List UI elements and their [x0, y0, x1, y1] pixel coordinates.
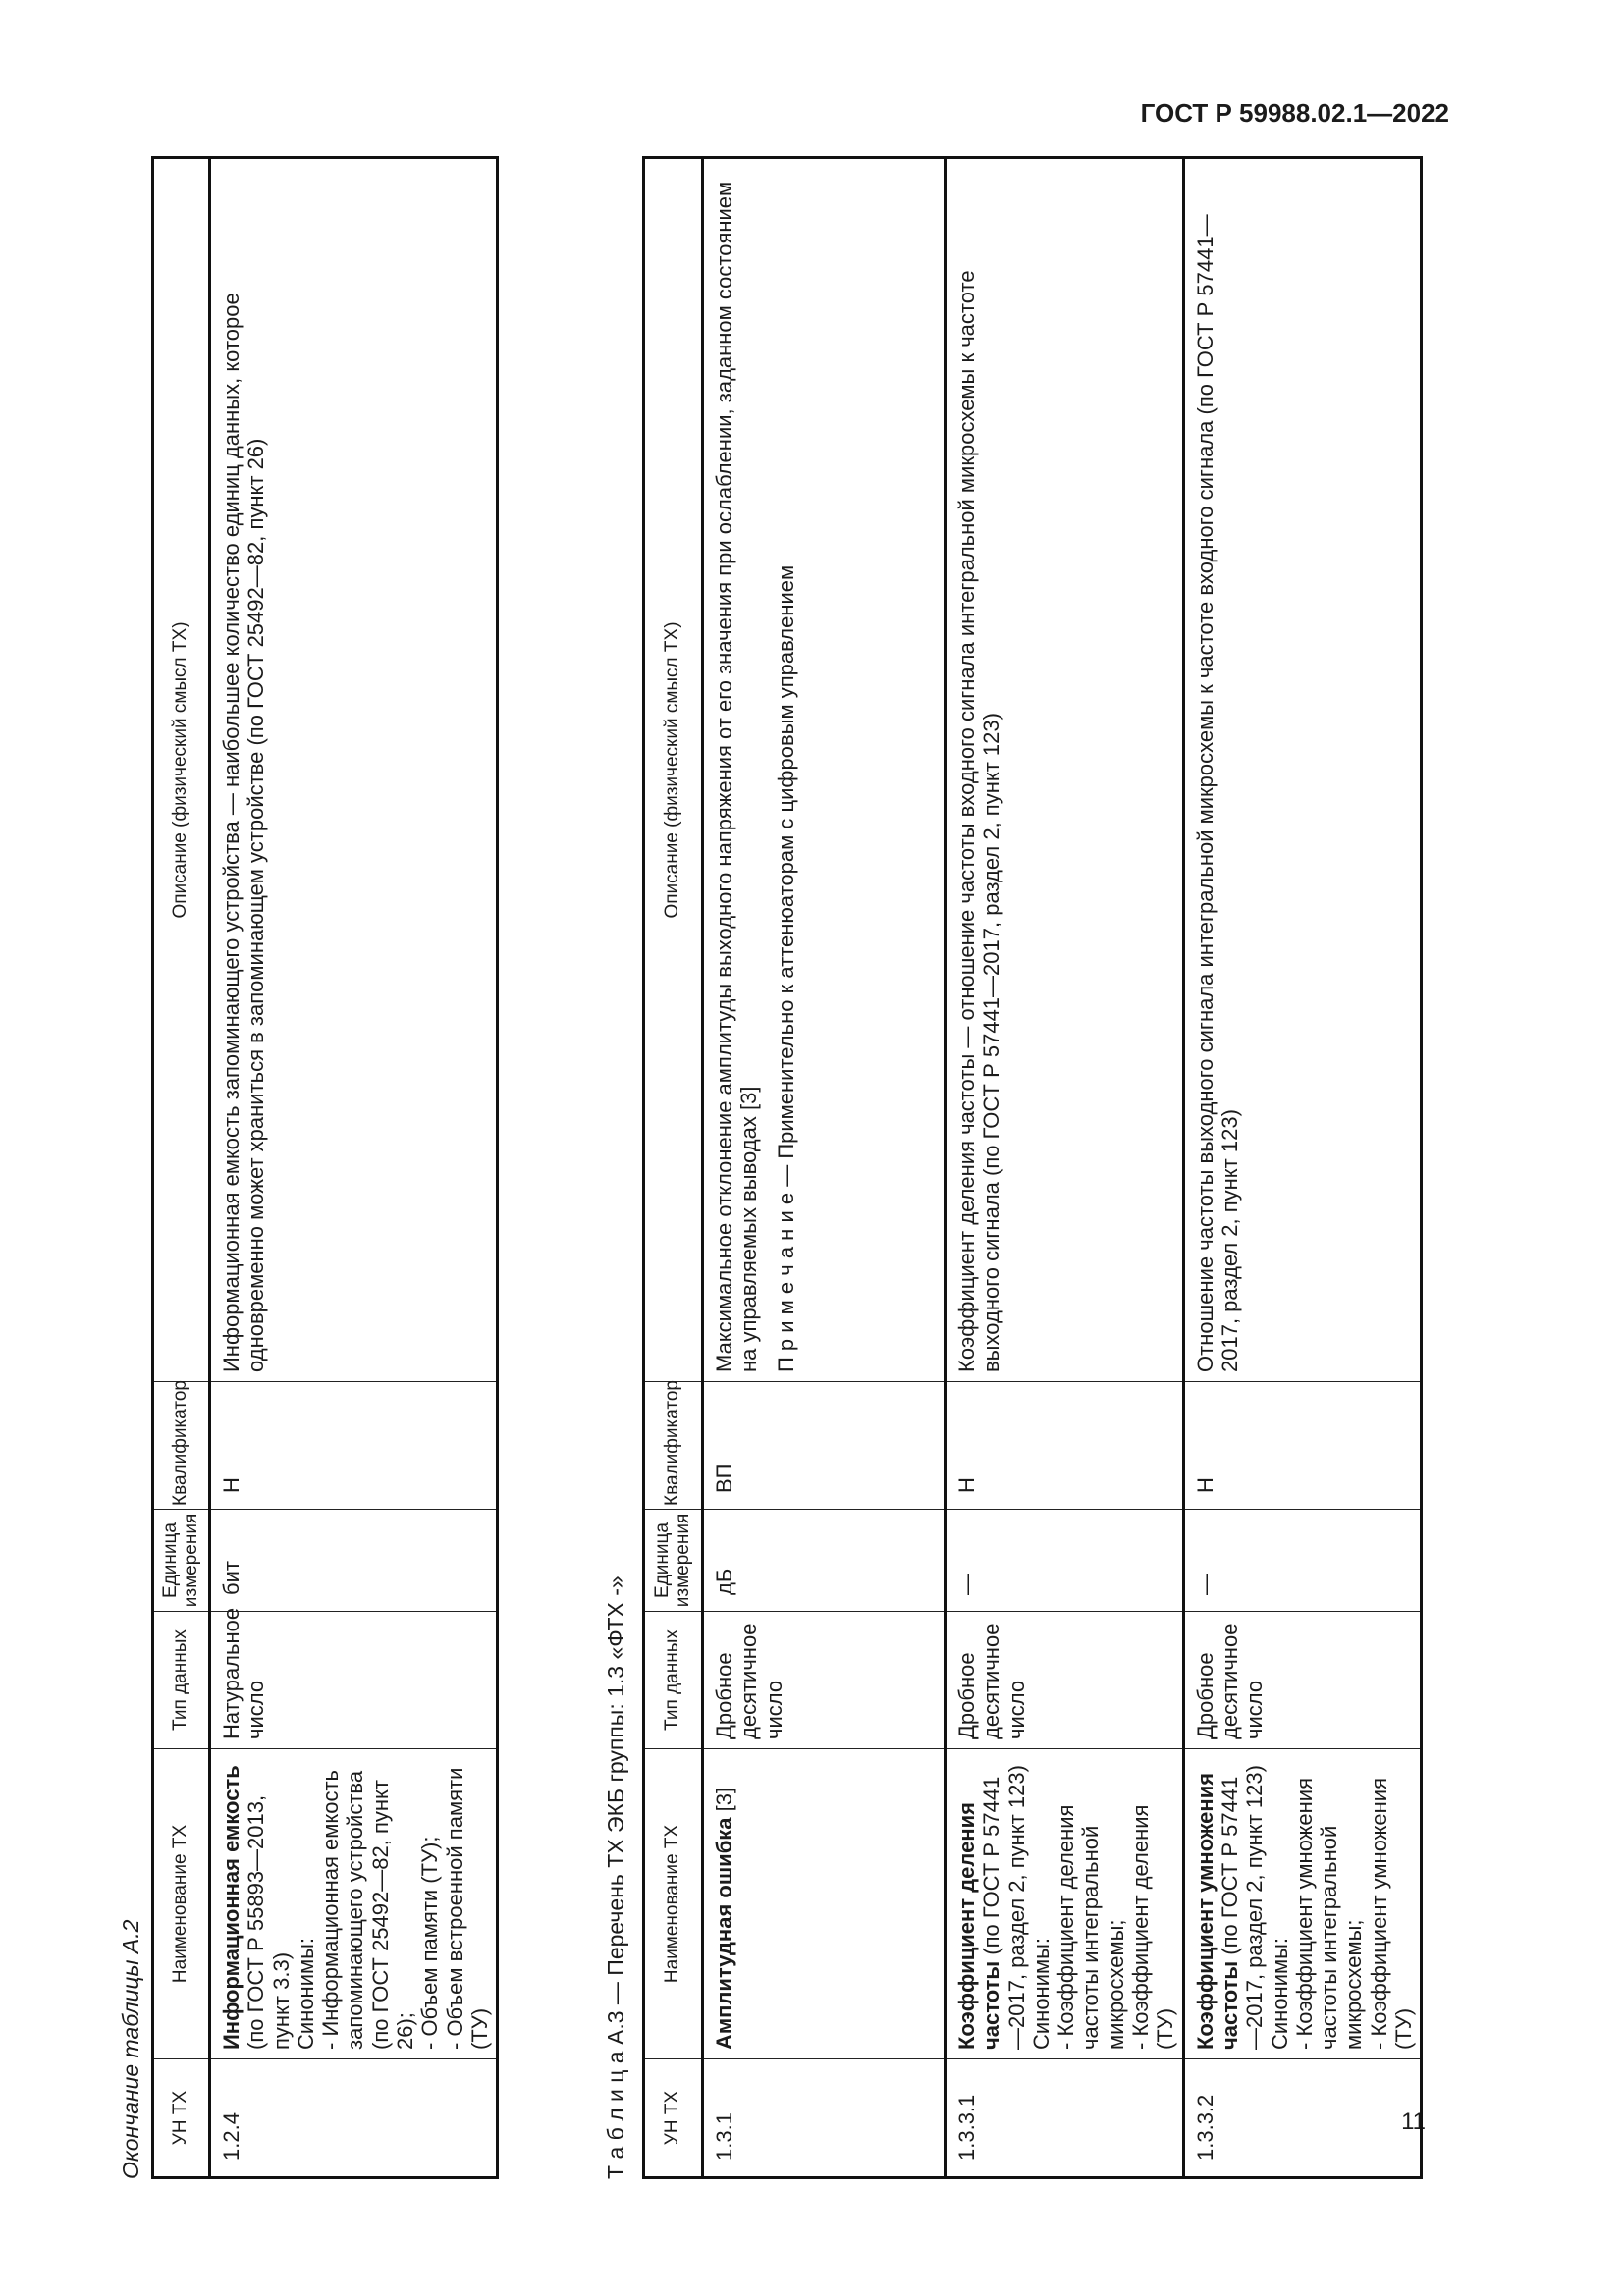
table-row: [1183, 158, 1422, 2178]
table-a2-continuation: [151, 156, 499, 2179]
column-header-name: Наименование ТХ: [153, 1749, 210, 2059]
cell-description: [703, 158, 946, 1382]
cell-qualifier: Н: [1183, 1382, 1422, 1510]
table-row: [703, 158, 946, 2178]
cell-name: [210, 1749, 498, 2059]
document-code-header: ГОСТ Р 59988.02.1—2022: [1140, 98, 1449, 128]
table-row: [210, 158, 498, 2178]
term-details: [3]: [712, 1787, 736, 1818]
term-name: Амплитудная ошибка: [712, 1817, 736, 2050]
table-header-row: [644, 158, 703, 2178]
term-name: Информационная емкость: [219, 1765, 244, 2050]
term-name: Коэффициент умножения частоты: [1192, 1772, 1242, 2050]
cell-qualifier: ВП: [703, 1382, 946, 1510]
cell-description: Отношение частоты выходного сигнала интегральной микросхемы к частоте входного сигнала (по ГОСТ Р 57441—2017, раздел 2, пункт 123): [1183, 158, 1422, 1382]
cell-description: Информационная емкость запоминающего устройства — наибольшее количество единиц данных, которое одновременно может храниться в запоминающем устройстве (по ГОСТ 25492—82, пункт 26): [210, 158, 498, 1382]
term-details: (по ГОСТ Р 57441—2017, раздел 2, пункт 123) Синонимы: - Коэффициент умножения частоты интегральной микросхемы; - Коэффициент умножения (ТУ): [1217, 1765, 1417, 2050]
cell-unit: дБ: [703, 1510, 946, 1612]
table-a3-caption-label: Т а б л и ц а: [603, 2051, 628, 2179]
cell-name: [703, 1749, 946, 2059]
column-header-data-type: Тип данных: [644, 1612, 703, 1749]
cell-description: Коэффициент деления частоты — отношение частоты входного сигнала интегральной микросхемы к частоте выходного сигнала (по ГОСТ Р 57441—2017, раздел 2, пункт 123): [946, 158, 1184, 1382]
cell-name: [946, 1749, 1184, 2059]
column-header-data-type: Тип данных: [153, 1612, 210, 1749]
page-number: 11: [1401, 2109, 1426, 2135]
table-a3-caption-text: А.3 — Перечень ТХ ЭКБ группы: 1.3 «ФТХ -»: [603, 1575, 628, 2046]
table-a2-continuation-caption: Окончание таблицы А.2: [118, 1919, 143, 2179]
cell-qualifier: Н: [946, 1382, 1184, 1510]
description-text: Максимальное отклонение амплитуды выходного напряжения от его значения при ослаблении, заданном состоянием на управляемых выводах [3]: [712, 181, 762, 1372]
table-row: [946, 158, 1184, 2178]
column-header-qualifier: Квалификатор: [644, 1382, 703, 1510]
note-text: — Применительно к аттенюаторам с цифровым управлением: [773, 564, 798, 1193]
cell-unit: —: [946, 1510, 1184, 1612]
term-name: Коэффициент деления частоты: [954, 1802, 1004, 2050]
cell-data-type: Дробное десятичное число: [1183, 1612, 1422, 1749]
column-header-code: УН ТХ: [153, 2059, 210, 2178]
cell-unit: бит: [210, 1510, 498, 1612]
cell-code: 1.2.4: [210, 2059, 498, 2178]
cell-qualifier: Н: [210, 1382, 498, 1510]
term-details: (по ГОСТ Р 55893—2013, пункт 3.3) Синонимы: - Информационная емкость запоминающего устройства (по ГОСТ 25492—82, пункт 26); - Объем памяти (ТУ); - Объем встроенной памяти (ТУ): [244, 1767, 492, 2050]
table-a3: [642, 156, 1423, 2179]
column-header-qualifier: Квалификатор: [153, 1382, 210, 1510]
cell-data-type: Натуральное число: [210, 1612, 498, 1749]
description-note: [774, 168, 798, 1372]
cell-name: [1183, 1749, 1422, 2059]
column-header-description: Описание (физический смысл ТХ): [153, 158, 210, 1382]
term-details: (по ГОСТ Р 57441—2017, раздел 2, пункт 123) Синонимы: - Коэффициент деления частоты интегральной микросхемы; - Коэффициент деления (ТУ): [979, 1765, 1178, 2050]
cell-code: 1.3.3.2: [1183, 2059, 1422, 2178]
column-header-name: Наименование ТХ: [644, 1749, 703, 2059]
table-a3-caption: [601, 1575, 630, 2179]
cell-code: 1.3.3.1: [946, 2059, 1184, 2178]
column-header-unit: Единица измерения: [644, 1510, 703, 1612]
column-header-code: УН ТХ: [644, 2059, 703, 2178]
table-header-row: [153, 158, 210, 2178]
column-header-unit: Единица измерения: [153, 1510, 210, 1612]
column-header-description: Описание (физический смысл ТХ): [644, 158, 703, 1382]
cell-unit: —: [1183, 1510, 1422, 1612]
cell-data-type: Дробное десятичное число: [946, 1612, 1184, 1749]
cell-code: 1.3.1: [703, 2059, 946, 2178]
note-label: П р и м е ч а н и е: [773, 1192, 798, 1372]
cell-data-type: Дробное десятичное число: [703, 1612, 946, 1749]
